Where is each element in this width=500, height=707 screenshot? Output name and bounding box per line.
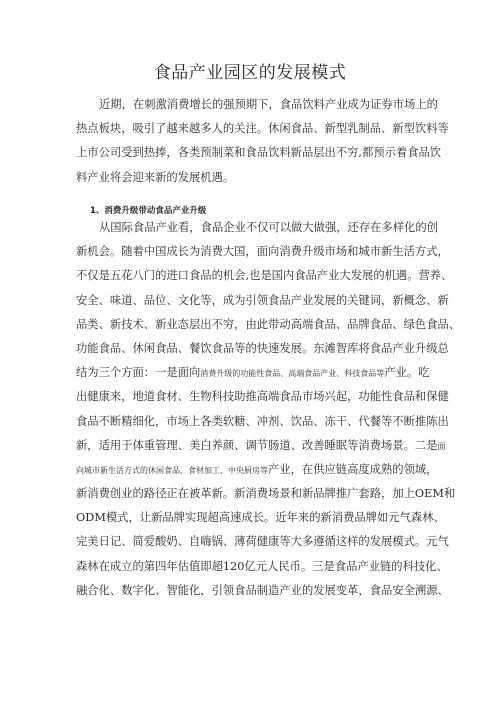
text-line: 食品不断精细化，市场上各类软糖、冲剂、饮品、冻干、代餐等不断推陈出 [76, 414, 449, 428]
text-run: 产业，在供应链高度成熟的领域， [268, 462, 438, 476]
text-line: ODM模式，让新品牌实现超高速成长。近年来的新消费品牌如元气森林、 [76, 511, 445, 525]
text-line-mixed [76, 361, 432, 385]
text-line: 功能食品、休闲食品、餐饮食品等的快速发展。东滩智库将食品产业升级总 [76, 341, 449, 355]
text-line: 料产业将会迎来新的发展机遇。 [76, 170, 235, 184]
text-line: 上市公司受到热捧，各类预制菜和食品饮料新品层出不穷,都预示着食品饮 [76, 146, 442, 160]
text-line: 安全、味道、品位、文化等，成为引领食品产业发展的关键词，新概念、新 [76, 293, 449, 307]
text-line: 新消费创业的路径正在被革新。新消费场景和新品牌推广套路，加上OEM和 [76, 487, 456, 501]
intro-paragraph [76, 93, 449, 190]
document-title: 食品产业园区的发展模式 [153, 63, 347, 83]
text-line: 完美日记、简爱酸奶、自嗨锅、薄荷健康等大多遵循这样的发展模式。元气 [76, 535, 449, 549]
text-line: 从国际食品产业看，食品企业不仅可以做大做强，还存在多样化的创 [99, 221, 438, 234]
text-run: 结为三个方面：一是面向 [76, 366, 201, 380]
text-line-mixed [76, 434, 446, 458]
text-line: 不仅是五花八门的进口食品的机会,也是国内食品产业大发展的机遇。营养、 [76, 269, 453, 283]
text-run-small: 消费升级的功能性食品、高端食品产业、科技食品等 [200, 369, 385, 379]
text-line: 融合化、数字化、智能化，引领食品制造产业的发展变革，食品安全溯源、 [76, 583, 449, 597]
text-run: 产业。吃 [384, 366, 430, 380]
text-line-mixed [76, 458, 438, 482]
text-run: 新，适用于体重管理、美白养颜、调节肠道、改善睡眠等消费场景。二是 [76, 438, 438, 452]
text-run-small: 面 [437, 441, 446, 451]
text-run-small: 向城市新生活方式的休闲食品、食材加工、中央厨房等 [76, 465, 268, 475]
text-line: 热点板块，吸引了越来越多人的关注。休闲食品、新型乳制品、新型饮料等 [76, 122, 449, 136]
text-line: 新机会。随着中国成长为消费大国，面向消费升级市场和城市新生活方式， [76, 245, 449, 259]
text-line: 森林在成立的第四年估值即超120亿元人民币。三是食品产业链的科技化、 [76, 559, 448, 573]
text-line: 品类、新技术、新业态层出不穷，由此带动高端食品、品牌食品、绿色食品、 [76, 317, 461, 331]
text-line: 近期，在刺激消费增长的强预期下，食品饮料产业成为证券市场上的 [99, 98, 438, 111]
body-paragraph [76, 216, 461, 603]
section-heading: 1、消费升级带动食品产业升级 [90, 206, 207, 216]
text-line: 出健康来，地道食材、生物科技助推高端食品市场兴起，功能性食品和保健 [76, 390, 449, 404]
